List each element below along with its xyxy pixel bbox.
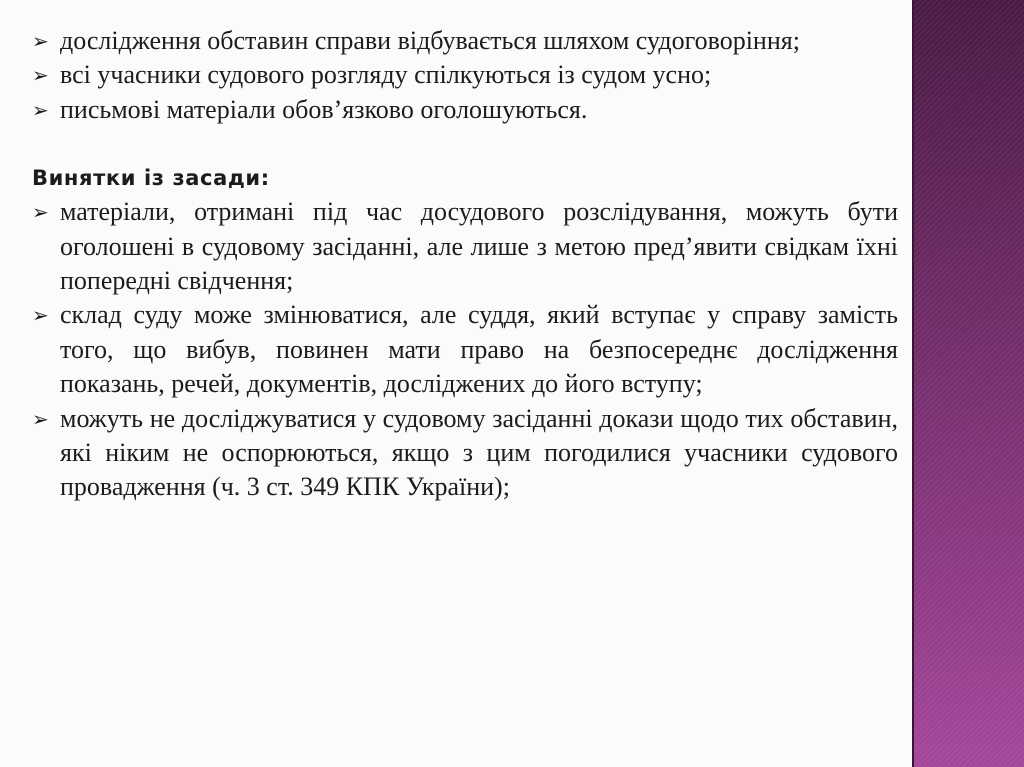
- arrowhead-bullet-icon: ➢: [32, 63, 49, 88]
- list-item: [32, 195, 898, 298]
- arrowhead-bullet-icon: ➢: [32, 97, 49, 122]
- principle-list: [32, 24, 898, 127]
- exceptions-list: [32, 195, 898, 505]
- list-item-text: дослідження обставин справи відбувається шляхом судоговоріння;: [60, 26, 800, 55]
- arrowhead-bullet-icon: ➢: [32, 29, 49, 53]
- decorative-side-bar: [914, 0, 1024, 767]
- list-item-text: всі учасники судового розгляду спілкуються із судом усно;: [60, 60, 712, 90]
- list-item-text: можуть не досліджуватися у судовому засіданні докази щодо тих обставин, які ніким не оспорюються, якщо з цим погодилися учасники судового провадження (ч. 3 ст. 349 КПК України);: [60, 403, 898, 502]
- exceptions-heading: Винятки із засади:: [32, 166, 270, 191]
- arrowhead-bullet-icon: ➢: [32, 200, 49, 225]
- list-item-text: письмові матеріали обов’язково оголошуються.: [60, 94, 588, 124]
- list-item: [32, 24, 898, 58]
- arrowhead-bullet-icon: ➢: [32, 406, 49, 431]
- arrowhead-bullet-icon: ➢: [32, 303, 49, 328]
- list-item: [32, 58, 898, 92]
- slide-content: [32, 24, 898, 505]
- list-item: [32, 298, 898, 401]
- list-item-text: матеріали, отримані під час досудового розслідування, можуть бути оголошені в судовому засіданні, але лише з метою пред’явити свідкам їхні попередні свідчення;: [60, 197, 898, 296]
- list-item: [32, 93, 898, 127]
- list-item-text: склад суду може змінюватися, але суддя, який вступає у справу замість того, що вибув, повинен мати право на безпосереднє дослідження показань, речей, документів, досліджених до його вступу;: [60, 300, 898, 399]
- list-item: [32, 402, 898, 505]
